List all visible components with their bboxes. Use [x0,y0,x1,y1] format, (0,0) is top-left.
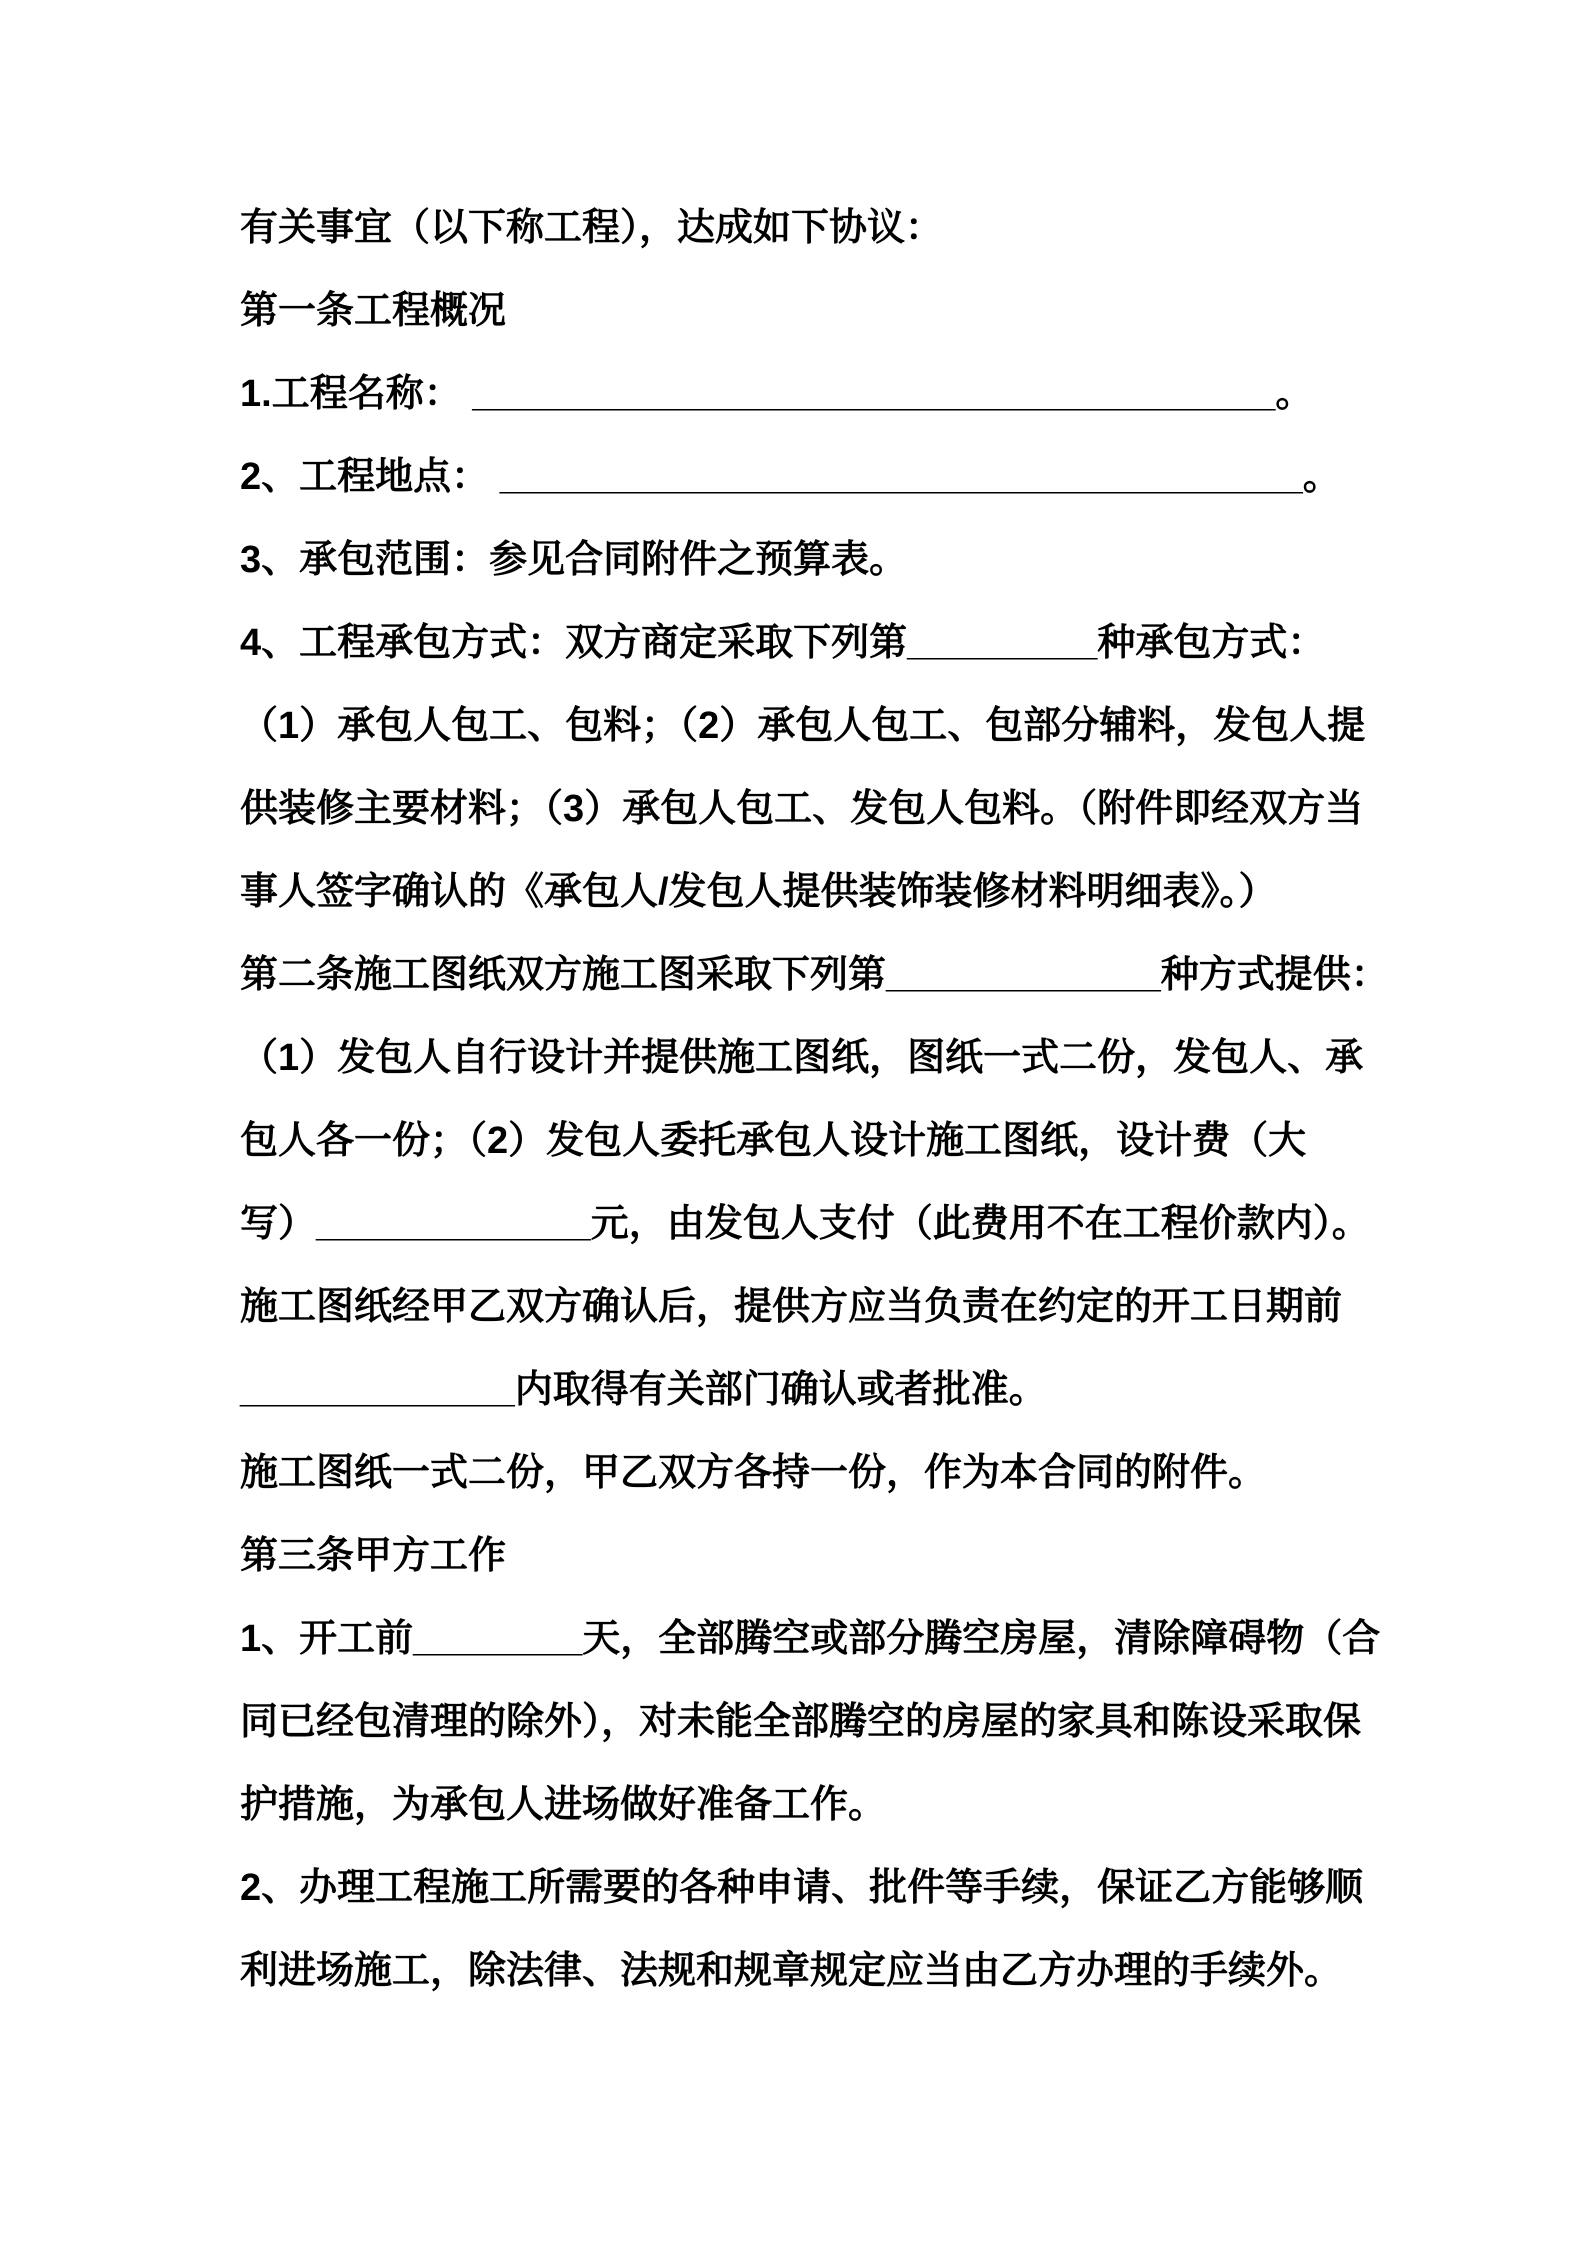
contract-line-party-a-duty-2a: 2、办理工程施工所需要的各种申请、批件等手续，保证乙方能够顺 [240,1867,1364,1909]
section-heading-article-2-blank: 第二条施工图纸双方施工图采取下列第_____________种方式提供： [240,954,1389,996]
contract-line-project-location-blank: 2、工程地点： ______________________________________。 [240,456,1341,498]
contract-line-drawings-confirmation-1: 施工图纸经甲乙双方确认后，提供方应当负责在约定的开工日期前 [240,1286,1343,1328]
contract-line-party-a-duty-1c: 护措施，为承包人进场做好准备工作。 [240,1784,887,1826]
contract-line-project-name-blank: 1.工程名称： ______________________________________。 [240,373,1314,415]
contract-line-intro: 有关事宜（以下称工程），达成如下协议： [240,207,944,249]
contract-line-drawings-option-1: （1）发包人自行设计并提供施工图纸，图纸一式二份，发包人、承 [240,1037,1364,1079]
contract-line-drawings-confirmation-2-blank: _____________内取得有关部门确认或者批准。 [240,1369,1047,1411]
contract-line-drawings-option-2: 包人各一份；（2）发包人委托承包人设计施工图纸，设计费（大 [240,1120,1307,1162]
contract-line-design-fee-blank: 写）_____________元，由发包人支付（此费用不在工程价款内）。 [240,1203,1370,1245]
contract-line-method-options-1: （1）承包人包工、包料；（2）承包人包工、包部分辅料，发包人提 [240,705,1366,747]
contract-line-method-options-3: 事人签字确认的《承包人/发包人提供装饰装修材料明细表》。） [240,871,1277,913]
contract-line-contracting-method-blank: 4、工程承包方式：双方商定采取下列第_________种承包方式： [240,622,1326,664]
contract-line-party-a-duty-1b: 同已经包清理的除外），对未能全部腾空的房屋的家具和陈设采取保 [240,1701,1362,1743]
contract-body [240,187,1586,2013]
contract-line-contract-scope: 3、承包范围：参见合同附件之预算表。 [240,539,908,581]
contract-line-party-a-duty-1a-blank: 1、开工前________天，全部腾空或部分腾空房屋，清除障碍物（合 [240,1618,1381,1660]
contract-line-drawings-copies: 施工图纸一式二份，甲乙双方各持一份，作为本合同的附件。 [240,1452,1267,1494]
section-heading-article-3: 第三条甲方工作 [240,1535,507,1577]
contract-line-party-a-duty-2b: 利进场施工，除法律、法规和规章规定应当由乙方办理的手续外。 [240,1950,1343,1992]
contract-line-method-options-2: 供装修主要材料；（3）承包人包工、发包人包料。（附件即经双方当 [240,788,1364,830]
section-heading-article-1: 第一条工程概况 [240,290,507,332]
